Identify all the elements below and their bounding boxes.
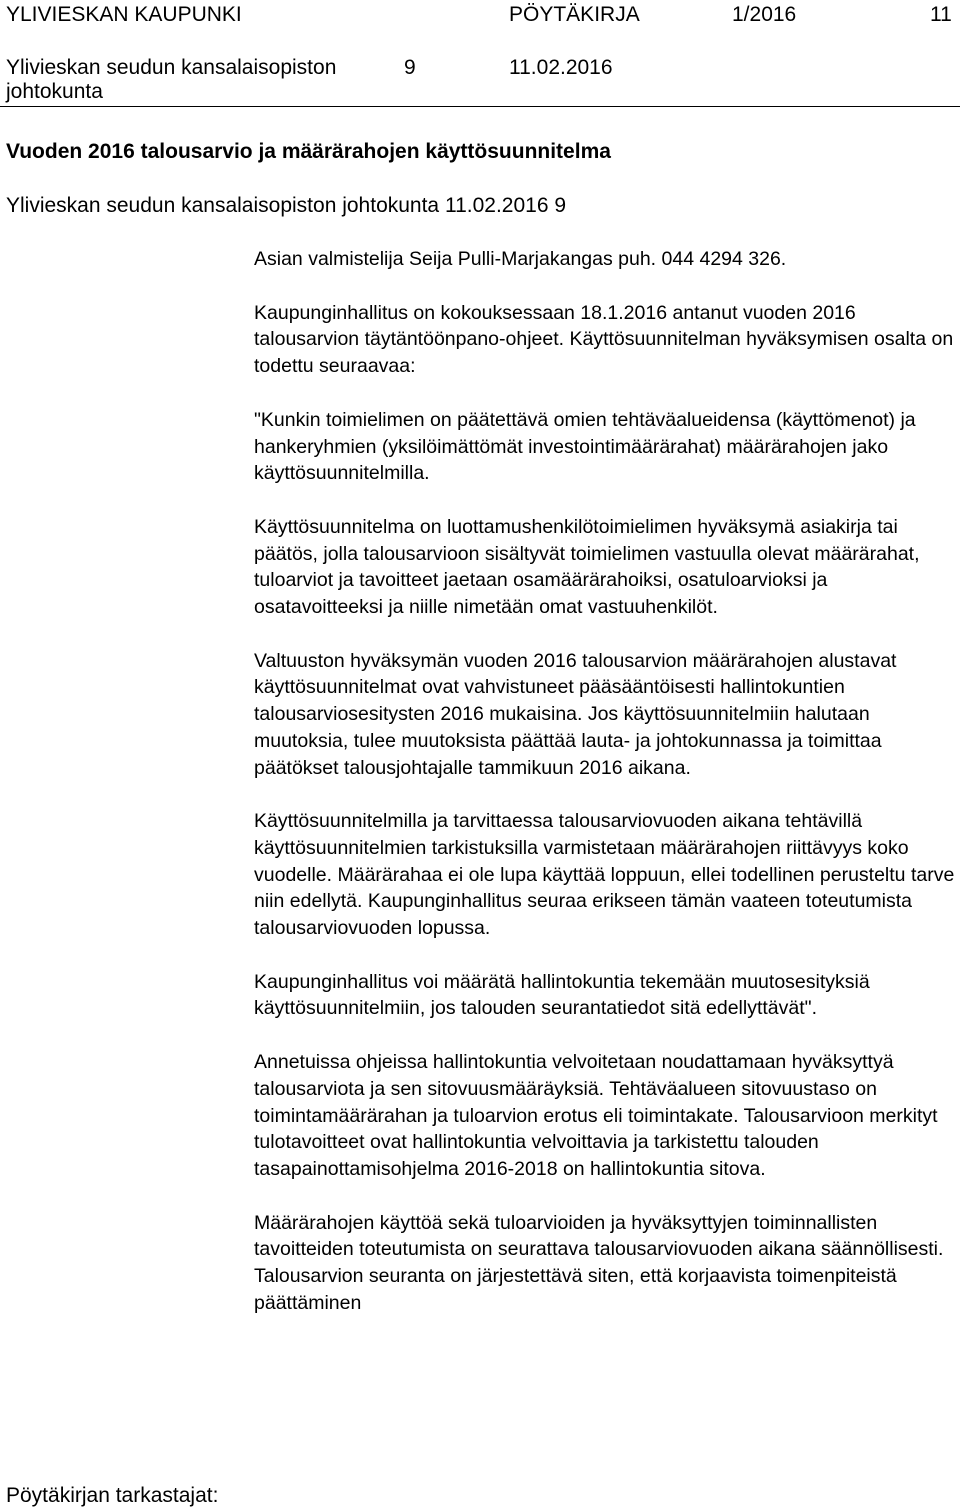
paragraph: Valtuuston hyväksymän vuoden 2016 talousarvion määrärahojen alustavat käyttösuunnitelmat ovat vahvistuneet pääsääntöisesti hallintokuntien talousarviosesitysten 2016 mukaisina. Jos käyttösuunnitelmiin halutaan muutoksia, tulee muutoksista päättää lauta- ja johtokunnassa ja toimittaa päätökset talousjohtajalle tammikuun 2016 aikana.: [254, 649, 897, 779]
paragraph: Käyttösuunnitelmilla ja tarvittaessa talousarviovuoden aikana tehtävillä käyttösuunnitelmien tarkistuksilla varmistetaan määrärahojen riittävyys koko vuodelle. Määrärahaa ei ole lupa käyttää loppuun, ellei todellinen perusteltu tarve niin edellytä. Kaupunginhallitus seuraa erikseen tämän vaateen toteutumista talousarviovuoden lopussa.: [254, 810, 955, 940]
paragraph: Määrärahojen käyttöä sekä tuloarvioiden ja hyväksyttyjen toiminnallisten tavoitteiden toteutumista on seurattava talousarviovuoden aikana säännöllisesti. Talousarvion seuranta on järjestettävä siten, että korjaavista toimenpiteistä päättäminen: [254, 1211, 944, 1314]
document-type: PÖYTÄKIRJA: [509, 3, 640, 26]
meeting-date: 11.02.2016: [509, 56, 613, 79]
section-number: 9: [404, 56, 416, 79]
organization-name: YLIVIESKAN KAUPUNKI: [6, 3, 242, 26]
paragraph: "Kunkin toimielimen on päätettävä omien tehtäväalueidensa (käyttömenot) ja hankeryhmien (yksilöimättömät investointimäärärahat) määrärahojen jako käyttösuunnitelmilla.: [254, 408, 916, 485]
document-number: 1/2016: [732, 3, 797, 26]
paragraph: Kaupunginhallitus voi määrätä hallintokuntia tekemään muutosesityksiä käyttösuunnitelmiin, jos talouden seurantatiedot sitä edellyttävät".: [254, 970, 870, 1020]
meeting-body-line2: johtokunta: [6, 80, 103, 103]
meeting-body-line1: Ylivieskan seudun kansalaisopiston: [6, 56, 337, 79]
paragraph: Annetuissa ohjeissa hallintokuntia velvoitetaan noudattamaan hyväksyttyä talousarviota ja sen sitovuusmääräyksiä. Tehtäväalueen sitovuustaso on toimintamäärärahan ja tuloarvion erotus eli toimintakate. Talousarvioon merkityt tulotavoitteet ovat hallintokuntia velvoittavia ja tarkistettu talouden tasapainottamisohjelma 2016-2018 on hallintokuntia sitova.: [254, 1051, 938, 1180]
paragraph: Kaupunginhallitus on kokouksessaan 18.1.2016 antanut vuoden 2016 talousarvion täytäntöönpano-ohjeet. Käyttösuunnitelman hyväksymisen osalta on todettu seuraavaa:: [254, 301, 954, 378]
header-divider: [0, 106, 960, 107]
paragraph: Käyttösuunnitelma on luottamushenkilötoimielimen hyväksymä asiakirja tai päätös, jolla talousarvioon sisältyvät toimielimen vastuulla olevat määrärahat, tuloarviot ja tavoitteet jaetaan osamäärärahoiksi, osatuloarvioksi ja osatavoitteeksi ja niille nimetään omat vastuuhenkilöt.: [254, 515, 920, 619]
page-number: 11: [930, 3, 952, 26]
paragraph-preparer: Asian valmistelija Seija Pulli-Marjakangas puh. 044 4294 326.: [254, 248, 787, 270]
minutes-reviewers-label: Pöytäkirjan tarkastajat:: [6, 1484, 219, 1507]
document-body: [254, 246, 958, 1344]
meeting-reference: Ylivieskan seudun kansalaisopiston johtokunta 11.02.2016 9: [6, 194, 567, 217]
agenda-item-title: Vuoden 2016 talousarvio ja määrärahojen käyttösuunnitelma: [6, 140, 611, 163]
